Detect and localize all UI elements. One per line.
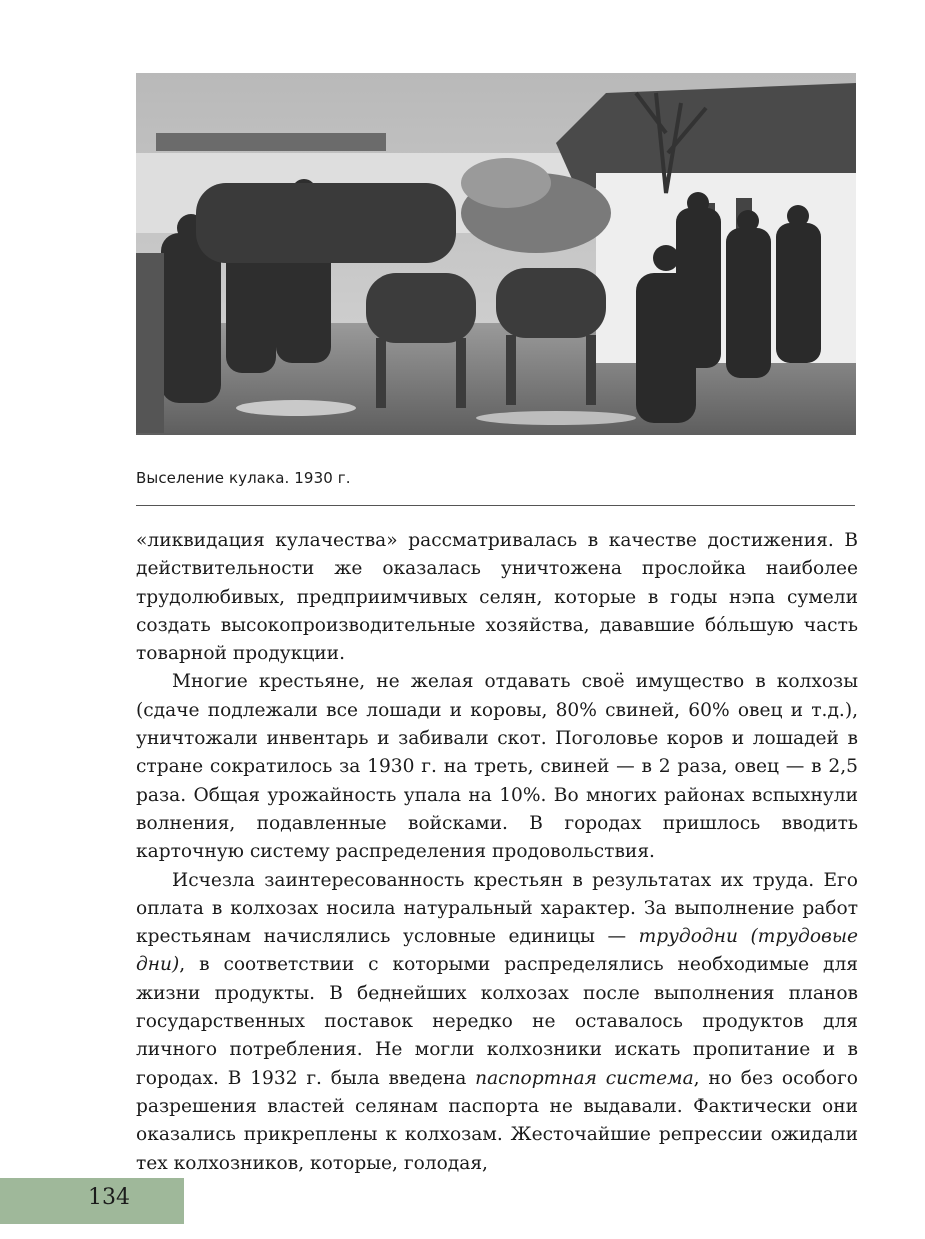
term-trudodni: трудодни (трудовые дни) <box>136 926 858 976</box>
caption-divider <box>136 505 855 506</box>
body-text <box>136 527 858 1178</box>
page-number: 134 <box>88 1185 130 1210</box>
paragraph-2 <box>136 668 858 866</box>
text-run: , но без особого разрешения властей селянам паспорта не выдавали. Фактически они оказались прикреплены к колхозам. Жесточайшие репрессии ожидали тех колхозников, которые, голодая, <box>136 1067 859 1174</box>
text-run: , в соответствии с которыми распределялись необходимые для жизни продукты. В беднейших колхозах после выполнения планов государственных поставок нередко не оставалось продуктов для личного потребления. Не могли колхозники искать пропитание и в городах. В 1932 г. была введена <box>136 954 858 1089</box>
text-run: Многие крестьяне, не желая отдавать своё имущество в колхозы (сдаче подлежали все лошади и коровы, 80% свиней, 60% овец и т.д.), уничтожали инвентарь и забивали скот. Поголовье коров и лошадей в стране сократилось за 1930 г. на треть, свиней — в 2 раза, овец — в 2,5 раза. Общая урожайность упала на 10%. Во многих районах вспыхнули волнения, подавленные войсками. В городах пришлось вводить карточную систему распределения продовольствия. <box>136 671 858 863</box>
photo-illustration <box>136 73 856 435</box>
term-passport-system: паспортная система <box>475 1067 694 1089</box>
paragraph-1 <box>136 527 858 668</box>
paragraph-3 <box>136 867 858 1178</box>
eviction-photo <box>136 73 856 435</box>
photo-caption: Выселение кулака. 1930 г. <box>136 469 351 487</box>
text-run: «ликвидация кулачества» рассматривалась в качестве достижения. В действительности же оказалась уничтожена прослойка наиболее трудолюбивых, предприимчивых селян, которые в годы нэпа сумели создать высокопроизводительные хозяйства, дававшие бóльшую часть товарной продукции. <box>136 530 858 665</box>
text-run: Исчезла заинтересованность крестьян в результатах их труда. Его оплата в колхозах носила натуральный характер. За выполнение работ крестьянам начислялись условные единицы — <box>136 869 858 948</box>
